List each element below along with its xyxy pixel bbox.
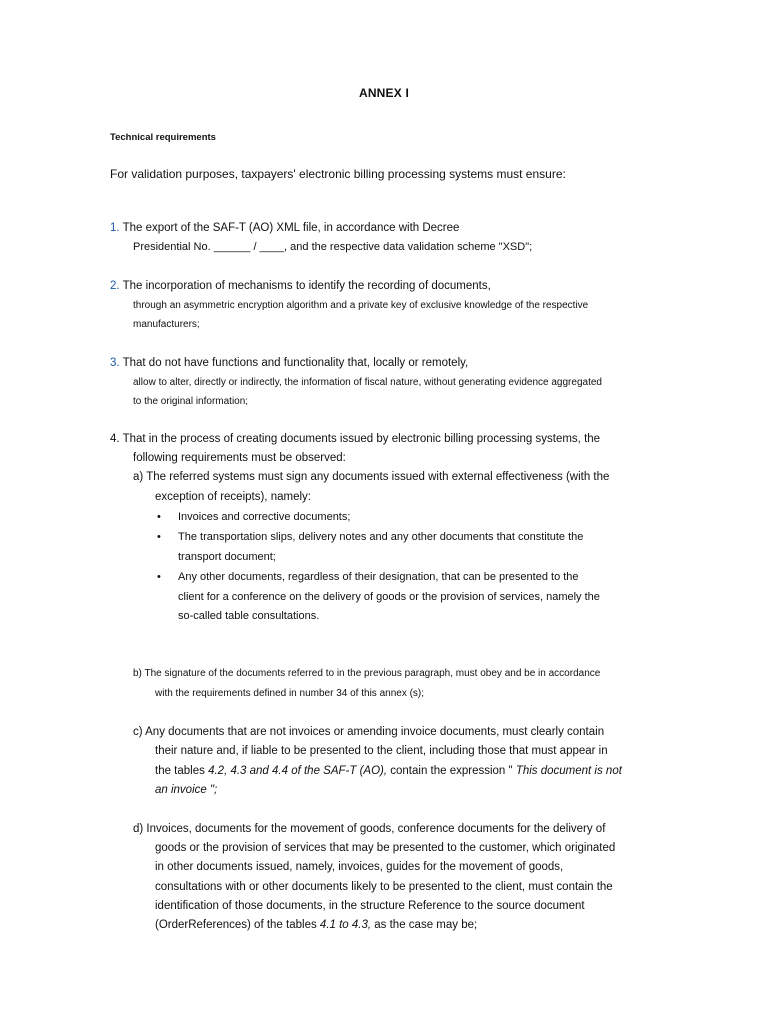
bullet-item-2-line-2: transport document;: [178, 551, 276, 563]
bullet-item-1: Invoices and corrective documents;: [178, 511, 351, 523]
item-1-number: 1.: [110, 222, 120, 234]
item-4c-text-a: the tables: [155, 765, 209, 777]
item-3-number: 3.: [110, 357, 120, 369]
item-4c-line-3: [155, 765, 622, 777]
item-4b-line-2: with the requirements defined in number 34 of this annex (s);: [155, 688, 425, 699]
item-1-line-1: [110, 222, 459, 234]
item-4c-line-1: c) Any documents that are not invoices or amending invoice documents, must clearly contain: [133, 726, 605, 738]
bullet-item-3-line-2: client for a conference on the delivery of goods or the provision of services, namely the: [178, 591, 600, 603]
item-4c-text-c: contain the expression ": [387, 765, 516, 777]
item-4d-line-3: in other documents issued, namely, invoices, guides for the movement of goods,: [155, 861, 564, 873]
item-2-line-1: [110, 280, 491, 292]
item-4b-line-1: b) The signature of the documents referred to in the previous paragraph, must obey and be in accordance: [133, 668, 601, 679]
page-title: ANNEX I: [358, 86, 410, 100]
item-2-number: 2.: [110, 280, 120, 292]
item-4a-line-1: a) The referred systems must sign any documents issued with external effectiveness (with the: [133, 471, 610, 483]
item-4c-line-2: their nature and, if liable to be presented to the client, including those that must appear in: [155, 745, 608, 757]
item-4d-text-a: (OrderReferences) of the tables: [155, 919, 320, 931]
item-4c-expression: This document is not: [515, 765, 622, 777]
bullet-marker: •: [157, 511, 161, 523]
bullet-marker: •: [157, 531, 161, 543]
item-2-line-3: manufacturers;: [133, 319, 200, 330]
item-4d-tables-ref: 4.1 to 4.3,: [319, 919, 372, 931]
bullet-marker: •: [157, 571, 161, 583]
item-3-line-3: to the original information;: [133, 396, 249, 407]
item-4d-text-c: as the case may be;: [371, 919, 478, 931]
item-2-text: The incorporation of mechanisms to identify the recording of documents,: [122, 280, 491, 292]
item-4d-line-5: identification of those documents, in the structure Reference to the source document: [155, 900, 585, 912]
item-1-text: The export of the SAF-T (AO) XML file, in accordance with Decree: [122, 222, 460, 234]
item-4c-line-4: an invoice ";: [155, 784, 218, 796]
item-2-line-2: through an asymmetric encryption algorithm and a private key of exclusive knowledge of the respective: [133, 300, 589, 311]
item-4d-line-1: d) Invoices, documents for the movement of goods, conference documents for the delivery of: [133, 823, 606, 835]
item-4d-line-4: consultations with or other documents likely to be presented to the client, must contain the: [155, 881, 613, 893]
bullet-item-3-line-3: so-called table consultations.: [178, 610, 320, 622]
item-4-line-1: 4. That in the process of creating documents issued by electronic billing processing systems, the: [110, 433, 601, 445]
item-4d-line-6: [155, 919, 477, 931]
item-4d-line-2: goods or the provision of services that may be presented to the customer, which originated: [155, 842, 616, 854]
item-4-line-2: following requirements must be observed:: [133, 452, 346, 464]
item-3-text: That do not have functions and functionality that, locally or remotely,: [122, 357, 469, 369]
item-1-line-2: Presidential No. ______ / ____, and the respective data validation scheme "XSD";: [133, 241, 533, 253]
item-4a-line-2: exception of receipts), namely:: [155, 491, 311, 503]
section-heading: Technical requirements: [110, 132, 216, 143]
item-4c-tables-ref: 4.2, 4.3 and 4.4 of the SAF-T (AO),: [208, 765, 388, 777]
bullet-item-3-line-1: Any other documents, regardless of their designation, that can be presented to the: [178, 571, 579, 583]
intro-paragraph: For validation purposes, taxpayers' electronic billing processing systems must ensure:: [110, 167, 566, 181]
item-3-line-2: allow to alter, directly or indirectly, the information of fiscal nature, without generating evidence aggregated: [133, 377, 602, 388]
item-3-line-1: [110, 357, 468, 369]
bullet-item-2-line-1: The transportation slips, delivery notes and any other documents that constitute the: [178, 531, 584, 543]
